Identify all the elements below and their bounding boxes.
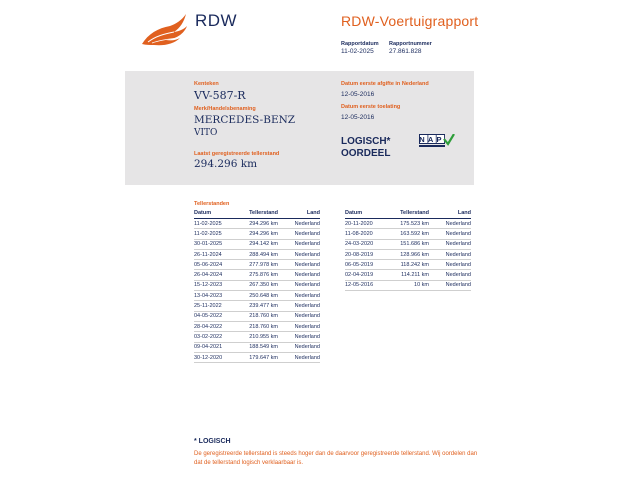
verdict-line-2: OORDEEL — [341, 148, 391, 159]
col-country-header: Land — [278, 209, 320, 219]
odometer-table-left — [194, 209, 320, 363]
row-odometer: 151.686 km — [391, 239, 429, 249]
table-row — [194, 301, 320, 311]
table-row — [194, 311, 320, 321]
row-country: Nederland — [278, 352, 320, 362]
row-date: 03-02-2022 — [194, 332, 240, 342]
report-title: RDW-Voertuigrapport — [341, 13, 479, 29]
row-country: Nederland — [278, 332, 320, 342]
row-country: Nederland — [278, 311, 320, 321]
row-date: 11-02-2025 — [194, 219, 240, 229]
row-odometer: 277.978 km — [240, 260, 278, 270]
row-date: 09-04-2021 — [194, 342, 240, 352]
odometer-section-title: Tellerstanden — [194, 201, 230, 207]
table-row — [194, 270, 320, 280]
brand-name: RDW — [195, 11, 238, 30]
table-row — [194, 280, 320, 290]
row-country: Nederland — [278, 229, 320, 239]
col-odometer-header: Tellerstand — [391, 209, 429, 219]
row-date: 30-01-2025 — [194, 239, 240, 249]
vehicle-panel — [125, 71, 474, 185]
make-label: Merk/Handelsbenaming — [194, 106, 256, 112]
row-country: Nederland — [429, 270, 471, 280]
row-date: 06-05-2019 — [345, 260, 391, 270]
row-country: Nederland — [278, 342, 320, 352]
row-date: 24-03-2020 — [345, 239, 391, 249]
row-country: Nederland — [429, 280, 471, 290]
verdict-line-1: LOGISCH* — [341, 136, 391, 147]
plate-value: VV-587-R — [194, 89, 246, 102]
row-date: 26-04-2024 — [194, 270, 240, 280]
table-header-row — [345, 209, 471, 219]
row-odometer: 179.647 km — [240, 352, 278, 362]
row-date: 04-05-2022 — [194, 311, 240, 321]
table-row — [345, 260, 471, 270]
row-country: Nederland — [278, 321, 320, 331]
row-country: Nederland — [278, 270, 320, 280]
row-date: 25-11-2022 — [194, 301, 240, 311]
row-date: 02-04-2019 — [345, 270, 391, 280]
row-date: 15-12-2023 — [194, 280, 240, 290]
table-row — [194, 352, 320, 362]
make-value: MERCEDES-BENZ — [194, 114, 296, 126]
footnote-text: De geregistreerde tellerstand is steeds hoger dan de daarvoor geregistreerde tellerstand. Wij oordelen dan dat de tellerstand logisch verklaarbaar is. — [194, 451, 478, 466]
nap-badge-text: NAP — [419, 135, 445, 144]
row-odometer: 294.142 km — [240, 239, 278, 249]
row-country: Nederland — [278, 301, 320, 311]
row-odometer: 267.350 km — [240, 280, 278, 290]
row-date: 11-08-2020 — [345, 229, 391, 239]
first-admission-value: 12-05-2016 — [341, 114, 375, 121]
row-date: 26-11-2024 — [194, 249, 240, 259]
report-date: 11-02-2025 — [341, 48, 374, 55]
row-date: 20-11-2020 — [345, 219, 391, 229]
row-country: Nederland — [278, 291, 320, 301]
row-country: Nederland — [278, 219, 320, 229]
model-value: VITO — [194, 128, 218, 138]
row-odometer: 118.242 km — [391, 260, 429, 270]
row-date: 28-04-2022 — [194, 321, 240, 331]
row-date: 30-12-2020 — [194, 352, 240, 362]
row-odometer: 188.549 km — [240, 342, 278, 352]
last-odometer-label: Laatst geregistreerde tellerstand — [194, 151, 280, 157]
row-date: 05-06-2024 — [194, 260, 240, 270]
table-row — [194, 229, 320, 239]
col-date-header: Datum — [194, 209, 240, 219]
table-header-row — [194, 209, 320, 219]
odometer-table-right — [345, 209, 471, 291]
report-number: 27.861.828 — [389, 48, 422, 55]
table-row — [345, 280, 471, 290]
row-odometer: 294.296 km — [240, 219, 278, 229]
row-country: Nederland — [278, 239, 320, 249]
row-date: 20-08-2019 — [345, 249, 391, 259]
table-row — [345, 229, 471, 239]
nap-badge-icon — [419, 134, 455, 148]
table-row — [345, 249, 471, 259]
row-country: Nederland — [429, 260, 471, 270]
table-row — [194, 342, 320, 352]
footnote-heading: * LOGISCH — [194, 438, 231, 445]
table-row — [194, 291, 320, 301]
row-odometer: 250.648 km — [240, 291, 278, 301]
table-row — [345, 219, 471, 229]
row-country: Nederland — [278, 280, 320, 290]
plate-label: Kenteken — [194, 81, 219, 87]
row-odometer: 114.211 km — [391, 270, 429, 280]
table-row — [194, 249, 320, 259]
row-odometer: 218.760 km — [240, 321, 278, 331]
row-odometer: 163.592 km — [391, 229, 429, 239]
table-row — [194, 260, 320, 270]
first-admission-label: Datum eerste toelating — [341, 104, 401, 110]
report-number-label: Rapportnummer — [389, 41, 432, 47]
col-date-header: Datum — [345, 209, 391, 219]
table-row — [194, 332, 320, 342]
row-odometer: 288.494 km — [240, 249, 278, 259]
rdw-logo-icon — [140, 12, 190, 48]
row-odometer: 275.876 km — [240, 270, 278, 280]
col-odometer-header: Tellerstand — [240, 209, 278, 219]
table-row — [194, 321, 320, 331]
last-odometer-value: 294.296 km — [194, 158, 258, 170]
row-odometer: 210.955 km — [240, 332, 278, 342]
table-row — [345, 239, 471, 249]
row-odometer: 239.477 km — [240, 301, 278, 311]
table-row — [194, 239, 320, 249]
row-country: Nederland — [278, 249, 320, 259]
row-odometer: 128.966 km — [391, 249, 429, 259]
row-country: Nederland — [429, 219, 471, 229]
row-odometer: 218.760 km — [240, 311, 278, 321]
table-row — [194, 219, 320, 229]
first-admission-nl-label: Datum eerste afgifte in Nederland — [341, 81, 429, 87]
row-odometer: 10 km — [391, 280, 429, 290]
row-country: Nederland — [429, 229, 471, 239]
report-date-label: Rapportdatum — [341, 41, 379, 47]
row-date: 12-05-2016 — [345, 280, 391, 290]
row-odometer: 294.296 km — [240, 229, 278, 239]
row-country: Nederland — [429, 239, 471, 249]
table-row — [345, 270, 471, 280]
row-country: Nederland — [278, 260, 320, 270]
first-admission-nl-value: 12-05-2016 — [341, 91, 375, 98]
row-date: 13-04-2023 — [194, 291, 240, 301]
row-country: Nederland — [429, 249, 471, 259]
row-date: 11-02-2025 — [194, 229, 240, 239]
col-country-header: Land — [429, 209, 471, 219]
row-odometer: 175.523 km — [391, 219, 429, 229]
